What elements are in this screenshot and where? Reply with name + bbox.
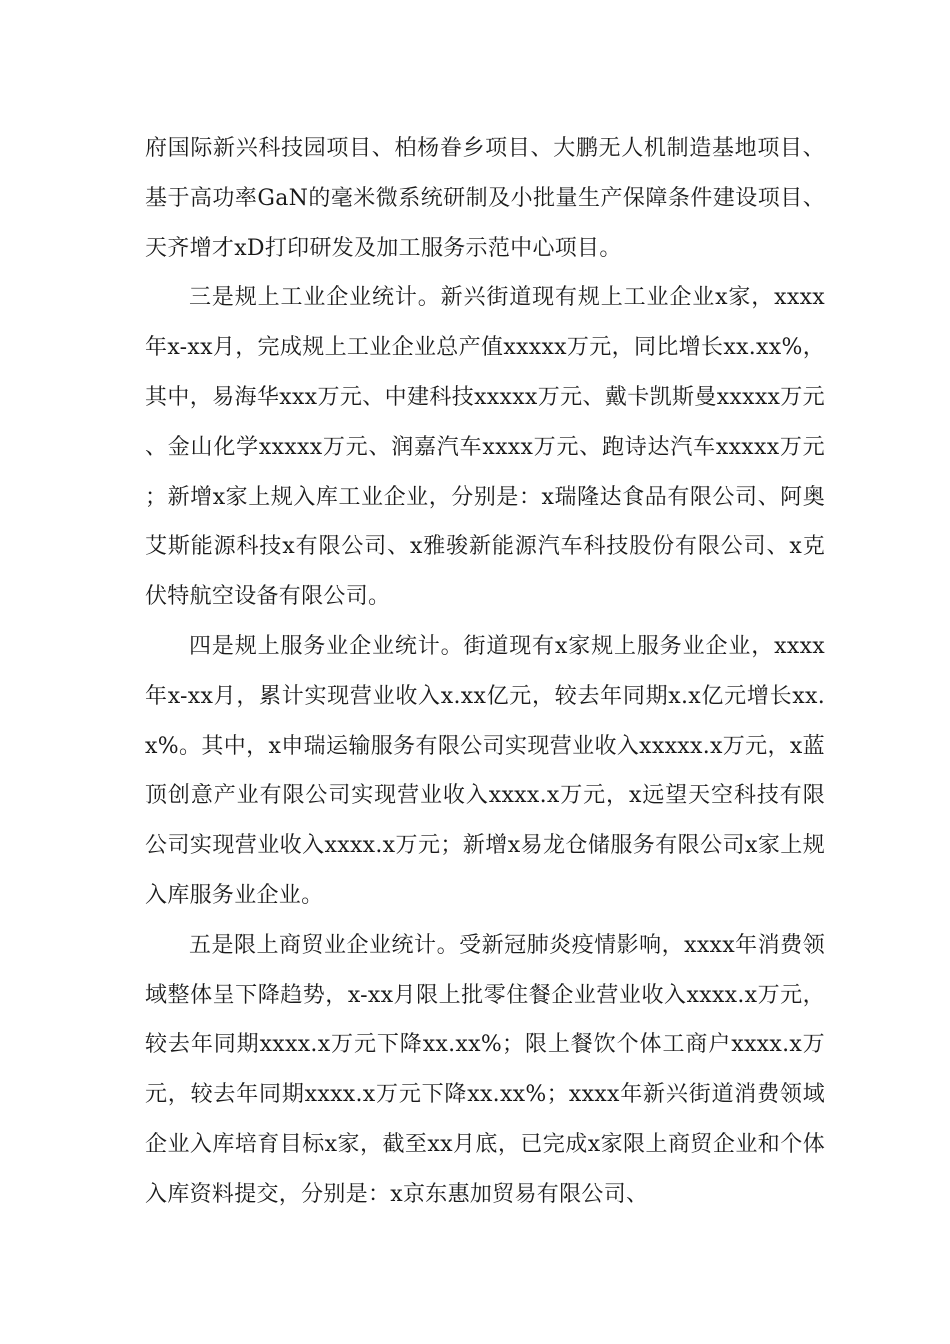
paragraph-service-enterprise-stats: 四是规上服务业企业统计。街道现有x家规上服务业企业，xxxx年x-xx月，累计实现营业收入x.xx亿元，较去年同期x.x亿元增长xx.x%。其中，x申瑞运输服务有限公司实现营业收入xxxxx.x万元，x蓝顶创意产业有限公司实现营业收入xxxx.x万元，x远望天空科技有限公司实现营业收入xxxx.x万元；新增x易龙仓储服务有限公司x家上规入库服务业企业。 (145, 633, 825, 908)
paragraph-industrial-enterprise-stats: 三是规上工业企业统计。新兴街道现有规上工业企业x家，xxxx年x-xx月，完成规上工业企业总产值xxxxx万元，同比增长xx.xx%，其中，易海华xxx万元、中建科技xxxxx万元、戴卡凯斯曼xxxxx万元、金山化学xxxxx万元、润嘉汽车xxxx万元、跑诗达汽车xxxxx万元；新增x家上规入库工业企业，分别是：x瑞隆达食品有限公司、阿奥艾斯能源科技x有限公司、x雅骏新能源汽车科技股份有限公司、x克伏特航空设备有限公司。 (145, 285, 825, 610)
paragraph-commerce-enterprise-stats: 五是限上商贸业企业统计。受新冠肺炎疫情影响，xxxx年消费领域整体呈下降趋势，x-xx月限上批零住餐企业营业收入xxxx.x万元，较去年同期xxxx.x万元下降xx.xx%；限上餐饮个体工商户xxxx.x万元，较去年同期xxxx.x万元下降xx.xx%；xxxx年新兴街道消费领域企业入库培育目标x家，截至xx月底，已完成x家限上商贸企业和个体入库资料提交，分别是：x京东惠加贸易有限公司、 (145, 932, 825, 1207)
document-body (145, 124, 825, 1220)
paragraph-project-list-continued: 府国际新兴科技园项目、柏杨眷乡项目、大鹏无人机制造基地项目、基于高功率GaN的毫米微系统研制及小批量生产保障条件建设项目、天齐增才xD打印研发及加工服务示范中心项目。 (145, 136, 825, 261)
